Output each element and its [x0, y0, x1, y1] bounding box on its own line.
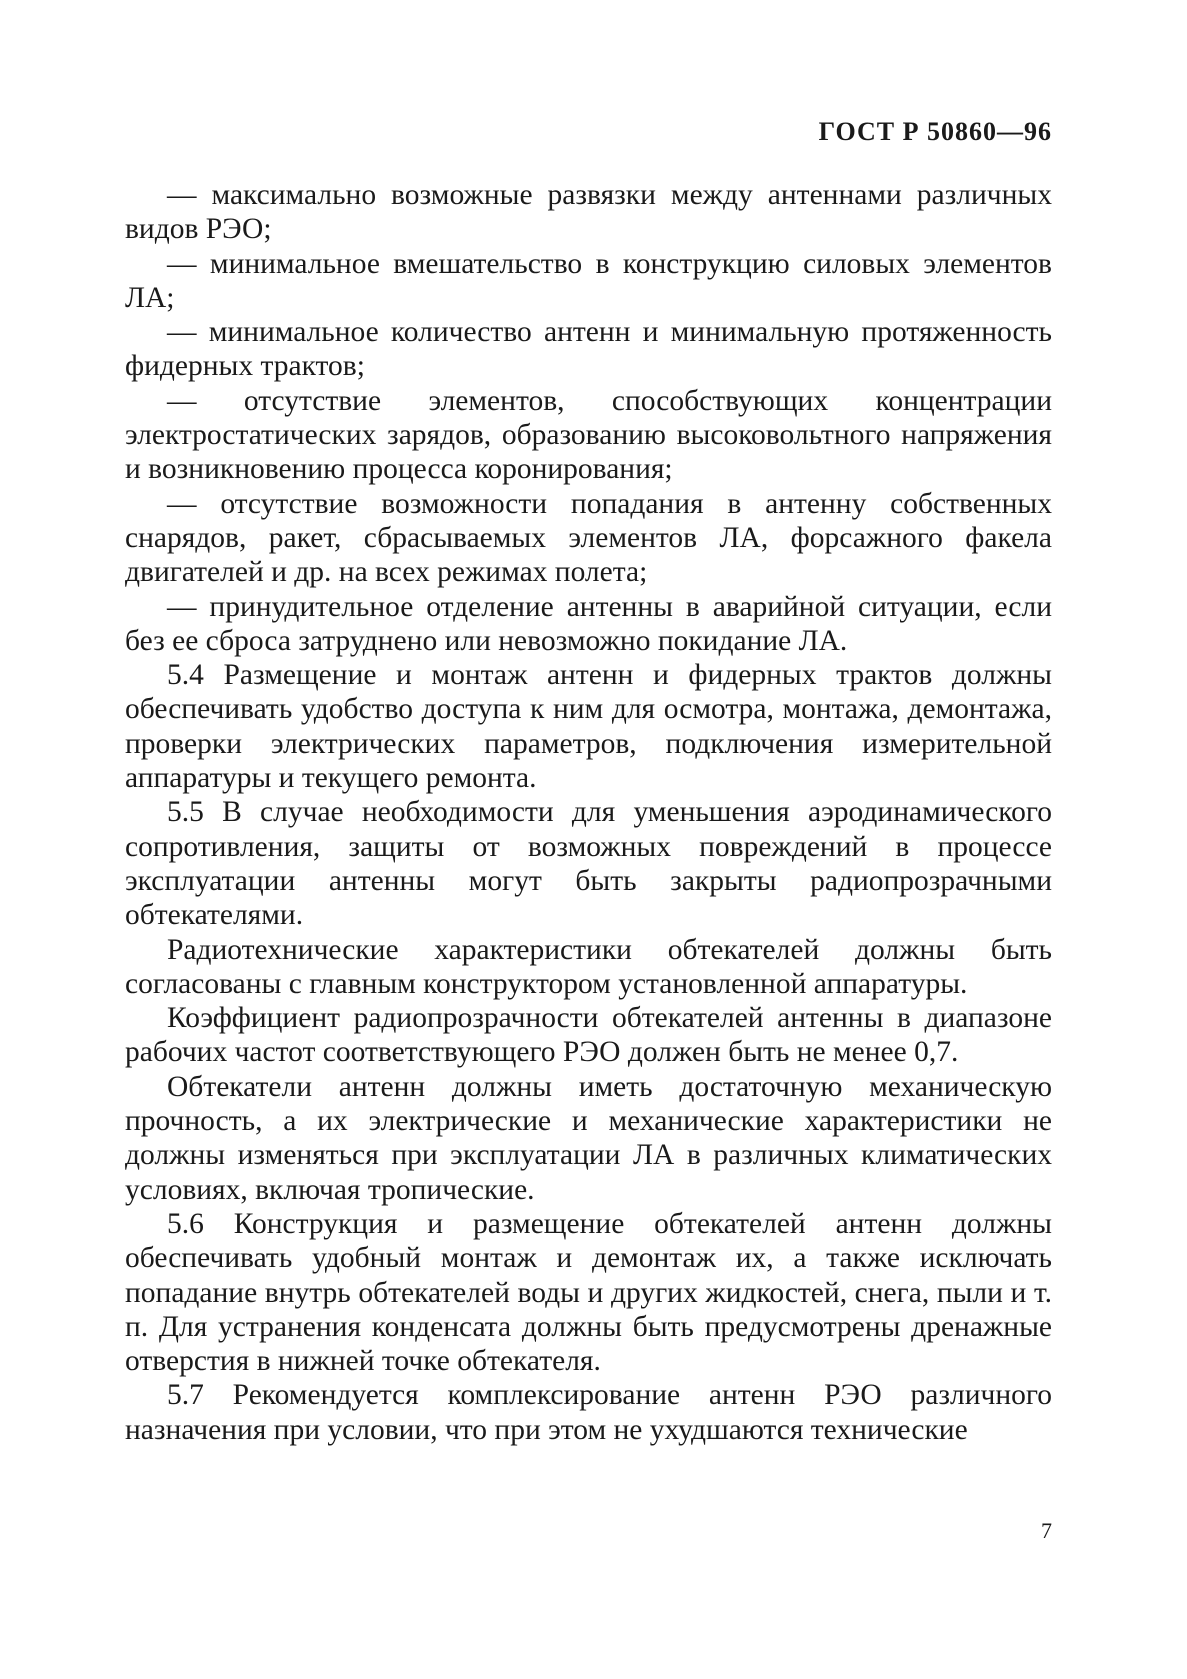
paragraph: Коэффициент радиопрозрачности обтекателей антенны в диапазоне рабочих частот соответствующего РЭО должен быть не менее 0,7. — [125, 1002, 1052, 1069]
document-body — [125, 178, 1052, 1447]
paragraph: 5.7 Рекомендуется комплексирование антенн РЭО различного назначения при условии, что при этом не ухудшаются технические — [125, 1379, 1052, 1446]
paragraph: — отсутствие возможности попадания в антенну собственных снарядов, ракет, сбрасываемых элементов ЛА, форсажного факела двигателей и др. на всех режимах полета; — [125, 487, 1052, 589]
paragraph: — максимально возможные развязки между антеннами различных видов РЭО; — [125, 179, 1052, 246]
paragraph: — принудительное отделение антенны в аварийной ситуации, если без ее сброса затруднено или невозможно покидание ЛА. — [125, 590, 1052, 657]
paragraph: — минимальное количество антенн и минимальную протяженность фидерных трактов; — [125, 316, 1052, 383]
paragraph: 5.4 Размещение и монтаж антенн и фидерных трактов должны обеспечивать удобство доступа к ним для осмотра, монтажа, демонтажа, проверки электрических параметров, подключения измерительной аппаратуры и текущего ремонта. — [125, 659, 1052, 795]
paragraph: — минимальное вмешательство в конструкцию силовых элементов ЛА; — [125, 247, 1052, 314]
paragraph: 5.5 В случае необходимости для уменьшения аэродинамического сопротивления, защиты от возможных повреждений в процессе эксплуатации антенны могут быть закрыты радиопрозрачными обтекателями. — [125, 796, 1052, 932]
paragraph: — отсутствие элементов, способствующих концентрации электростатических зарядов, образованию высоковольтного напряжения и возникновению процесса коронирования; — [125, 384, 1052, 486]
paragraph: Обтекатели антенн должны иметь достаточную механическую прочность, а их электрические и механические характеристики не должны изменяться при эксплуатации ЛА в различных климатических условиях, включая тропические. — [125, 1070, 1052, 1206]
page-number: 7 — [1041, 1518, 1052, 1543]
paragraph: Радиотехнические характеристики обтекателей должны быть согласованы с главным конструктором установленной аппаратуры. — [125, 933, 1052, 1000]
standard-header: ГОСТ Р 50860—96 — [818, 117, 1052, 146]
paragraph: 5.6 Конструкция и размещение обтекателей антенн должны обеспечивать удобный монтаж и демонтаж их, а также исключать попадание внутрь обтекателей воды и других жидкостей, снега, пыли и т. п. Для устранения конденсата должны быть предусмотрены дренажные отверстия в нижней точке обтекателя. — [125, 1207, 1052, 1378]
